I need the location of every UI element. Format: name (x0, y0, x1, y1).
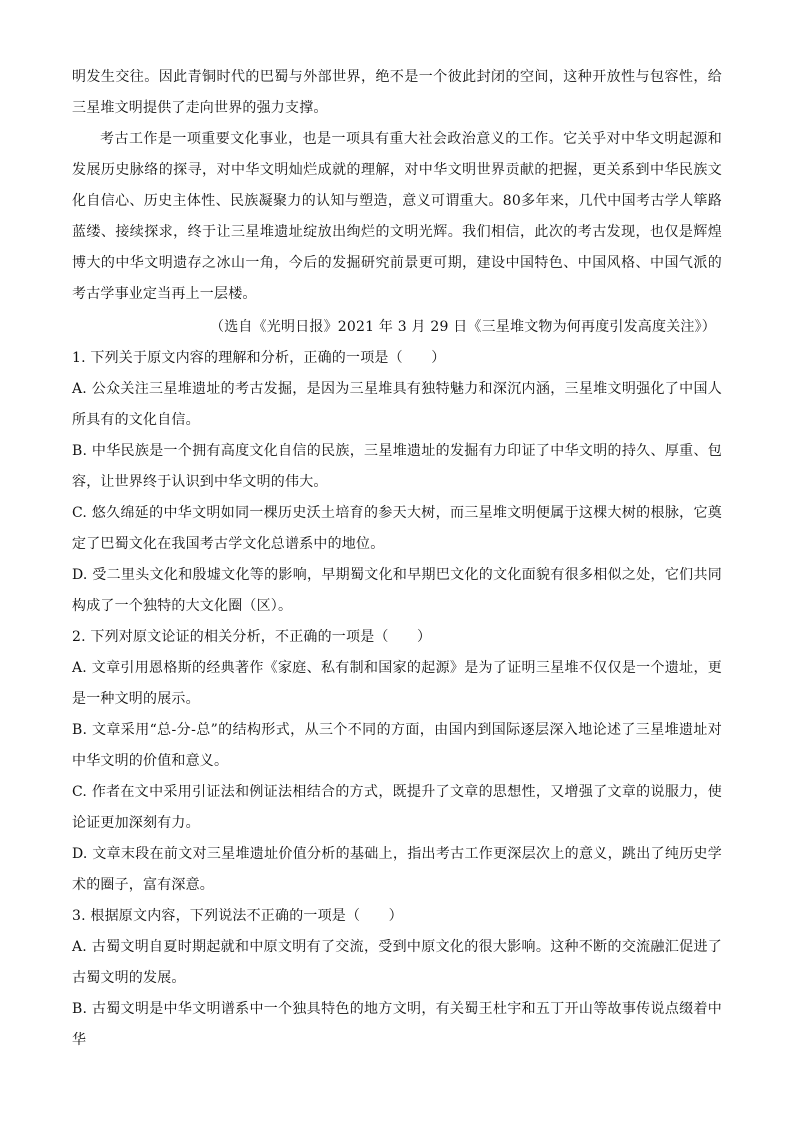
question-stem: 2. 下列对原文论证的相关分析，不正确的一项是（ ） (72, 629, 432, 645)
question-option: A. 古蜀文明自夏时期起就和中原文明有了交流，受到中原文化的很大影响。这种不断的交流融汇促进了古蜀文明的发展。 (72, 939, 722, 986)
question-option: D. 受二里头文化和殷墟文化等的影响，早期蜀文化和早期巴文化的文化面貌有很多相似之处，它们共同构成了一个独特的大文化圈（区）。 (72, 567, 722, 614)
question-option: B. 文章采用“总-分-总”的结构形式，从三个不同的方面，由国内到国际逐层深入地论述了三星堆遗址对中华文明的价值和意义。 (72, 722, 722, 769)
question-option: D. 文章末段在前文对三星堆遗址价值分析的基础上，指出考古工作更深层次上的意义，跳出了纯历史学术的圈子，富有深意。 (72, 846, 722, 893)
question-option: A. 文章引用恩格斯的经典著作《家庭、私有制和国家的起源》是为了证明三星堆不仅仅是一个遗址，更是一种文明的展示。 (72, 660, 722, 707)
question-option: A. 公众关注三星堆遗址的考古发掘，是因为三星堆具有独特魅力和深沉内涵，三星堆文明强化了中国人所具有的文化自信。 (72, 381, 722, 428)
source-citation: （选自《光明日报》2021 年 3 月 29 日《三星堆文物为何再度引发高度关注》） (210, 319, 716, 335)
document-page (72, 62, 722, 1056)
question-option: B. 古蜀文明是中华文明谱系中一个独具特色的地方文明，有关蜀王杜宇和五丁开山等故事传说点缀着中华 (72, 1001, 722, 1048)
body-paragraph: 考古工作是一项重要文化事业，也是一项具有重大社会政治意义的工作。它关乎对中华文明起源和发展历史脉络的探寻，对中华文明灿烂成就的理解，对中华文明世界贡献的把握，更关系到中华民族文化自信心、历史主体性、民族凝聚力的认知与塑造，意义可谓重大。80多年来，几代中国考古学人筚路蓝缕、接续探求，终于让三星堆遗址绽放出绚烂的文明光辉。我们相信，此次的考古发现，也仅是辉煌博大的中华文明遗存之冰山一角，今后的发掘研究前景更可期，建设中国特色、中国风格、中国气派的考古学事业定当再上一层楼。 (72, 131, 722, 302)
question-option: B. 中华民族是一个拥有高度文化自信的民族，三星堆遗址的发掘有力印证了中华文明的持久、厚重、包容，让世界终于认识到中华文明的伟大。 (72, 443, 722, 490)
body-paragraph: 明发生交往。因此青铜时代的巴蜀与外部世界，绝不是一个彼此封闭的空间，这种开放性与包容性，给三星堆文明提供了走向世界的强力支撑。 (72, 69, 722, 116)
question-option: C. 作者在文中采用引证法和例证法相结合的方式，既提升了文章的思想性，又增强了文章的说服力，使论证更加深刻有力。 (72, 784, 722, 831)
question-stem: 1. 下列关于原文内容的理解和分析，正确的一项是（ ） (72, 350, 446, 366)
question-option: C. 悠久绵延的中华文明如同一棵历史沃土培育的参天大树，而三星堆文明便属于这棵大树的根脉，它奠定了巴蜀文化在我国考古学文化总谱系中的地位。 (72, 505, 722, 552)
question-stem: 3. 根据原文内容，下列说法不正确的一项是（ ） (72, 908, 403, 924)
